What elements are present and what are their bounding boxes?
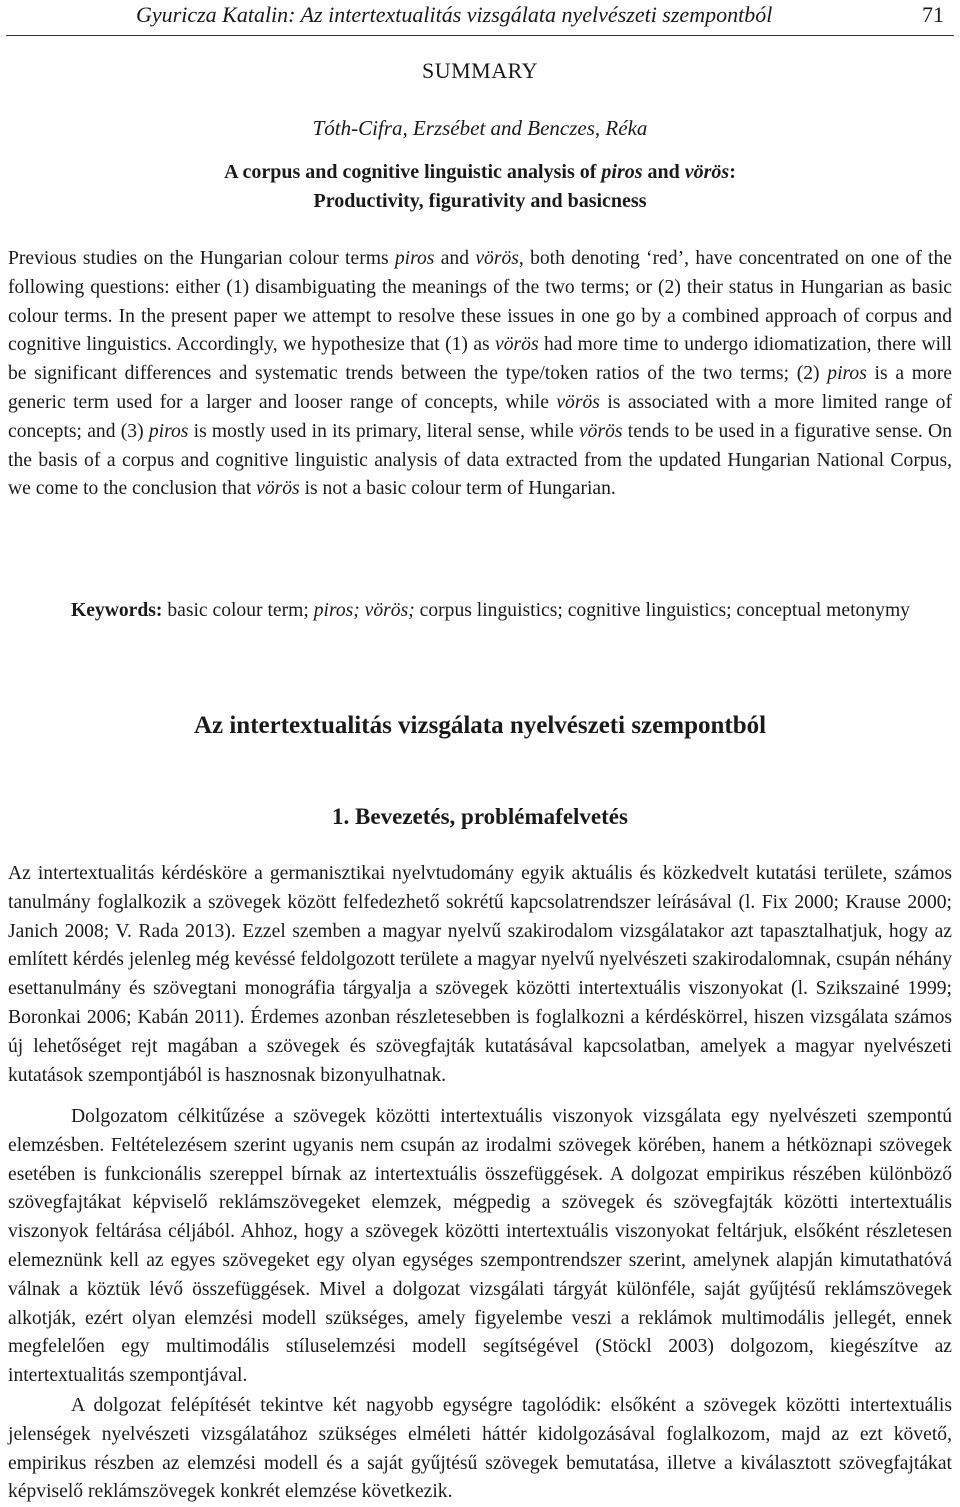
summary-authors: Tóth-Cifra, Erzsébet and Benczes, Réka — [312, 116, 648, 140]
page-number: 71 — [922, 2, 944, 27]
running-header — [136, 2, 952, 32]
summary-heading: SUMMARY — [422, 58, 538, 83]
article-title: Az intertextualitás vizsgálata nyelvészeti szempontból — [193, 712, 767, 739]
summary-abstract: Previous studies on the Hungarian colour terms piros and vörös, both denoting ‘red’, have concentrated on one of the following questions: either (1) disambiguating the meanings of the two terms; or (2) their status in Hungarian as basic colour terms. In the present paper we attempt to resolve these issues in one go by a combined approach of corpus and cognitive linguistics. Accordingly, we hypothesize that (1) as vörös had more time to undergo idiomatization, there will be significant differences and systematic trends between the type/token ratios of the two terms; (2) piros is a more generic term used for a larger and looser range of concepts, while vörös is associated with a more limited range of concepts; and (3) piros is mostly used in its primary, literal sense, while vörös tends to be used in a figurative sense. On the basis of a corpus and cognitive linguistic analysis of data extracted from the updated Hungarian National Corpus, we come to the conclusion that vörös is not a basic colour term of Hungarian. — [8, 248, 952, 500]
body-paragraph-1: Az intertextualitás kérdésköre a germanisztikai nyelvtudomány egyik aktuális és közkedvelt kutatási területe, számos tanulmány foglalkozik a szövegek között felfedezhető sokrétű kapcsolatrendszer leírásával (l. Fix 2000; Krause 2000; Janich 2008; V. Rada 2013). Ezzel szemben a magyar nyelvű szakirodalom vizsgálatakor azt tapasztalhatjuk, hogy az említett kérdés jelenleg még kevéssé feldolgozott területe a magyar nyelvű nyelvészeti szakirodalomnak, csupán néhány esettanulmány és szövegtani monográfia tárgyalja a szövegek közötti intertextuális viszonyokat (l. Szikszainé 1999; Boronkai 2006; Kabán 2011). Érdemes azonban részletesebben is foglalkozni a kérdéskörrel, hiszen vizsgálata számos új lehetőséget rejt magában a szövegek és szövegfajták kutatásával kapcsolatban, amelyek a magyar nyelvészeti kutatások szempontjából is hasznosnak bizonyulhatnak. — [8, 863, 952, 1086]
running-title: Gyuricza Katalin: Az intertextualitás vizsgálata nyelvészeti szempontból — [136, 2, 773, 27]
header-rule — [6, 35, 954, 36]
body-paragraph-2: Dolgozatom célkitűzése a szövegek közötti intertextuális viszonyok vizsgálata egy nyelvészeti szempontú elemzésben. Feltételezésem szerint ugyanis nem csupán az irodalmi szövegek körében, hanem a hétköznapi szövegek esetében is funkcionális szereppel bírnak az intertextuális összefüggések. A dolgozat empirikus részében különböző szövegfajtákat képviselő reklámszövegeket elemzek, mégpedig a szövegek és szövegfajták közötti intertextuális viszonyok feltárása céljából. Ahhoz, hogy a szövegek közötti intertextuális viszonyokat feltárjuk, elsőként részletesen elemeznünk kell az egyes szövegeket egy olyan egységes szempontrendszer szerint, amelynek alapján kimutathatóvá válnak a köztük lévő összefüggések. Mivel a dolgozat vizsgálati tárgyát különféle, saját gyűjtésű reklámszövegek alkotják, ezért olyan elemzési modell szükséges, amely figyelembe veszi a reklámok multimodális jellegét, ennek megfelelően egy multimodális stíluselemzési modell segítségével (Stöckl 2003) dolgozom, kiegészítve az intertextualitás szempontjával. — [8, 1106, 952, 1387]
body-paragraph-3: A dolgozat felépítését tekintve két nagyobb egységre tagolódik: elsőként a szövegek közötti intertextuális jelenségek nyelvészeti vizsgálatához szükséges elméleti háttér kidolgozásával foglalkozom, majd az ezt követő, empirikus részben az elemzési modell és a saját gyűjtésű szövegek bemutatása, illetve a kiválasztott szövegfajtákat képviselő reklámszövegek konkrét elemzése következik. — [8, 1395, 952, 1503]
summary-keywords: Keywords: basic colour term; piros; vörös; corpus linguistics; cognitive linguistics; conceptual metonymy — [71, 600, 910, 621]
summary-title — [0, 158, 960, 216]
summary-title-line-1: A corpus and cognitive linguistic analysis of piros and vörös: — [224, 161, 736, 183]
summary-title-line-2: Productivity, figurativity and basicness — [313, 190, 647, 212]
section-heading: 1. Bevezetés, problémafelvetés — [332, 804, 628, 829]
keywords-label: Keywords: — [71, 600, 163, 621]
